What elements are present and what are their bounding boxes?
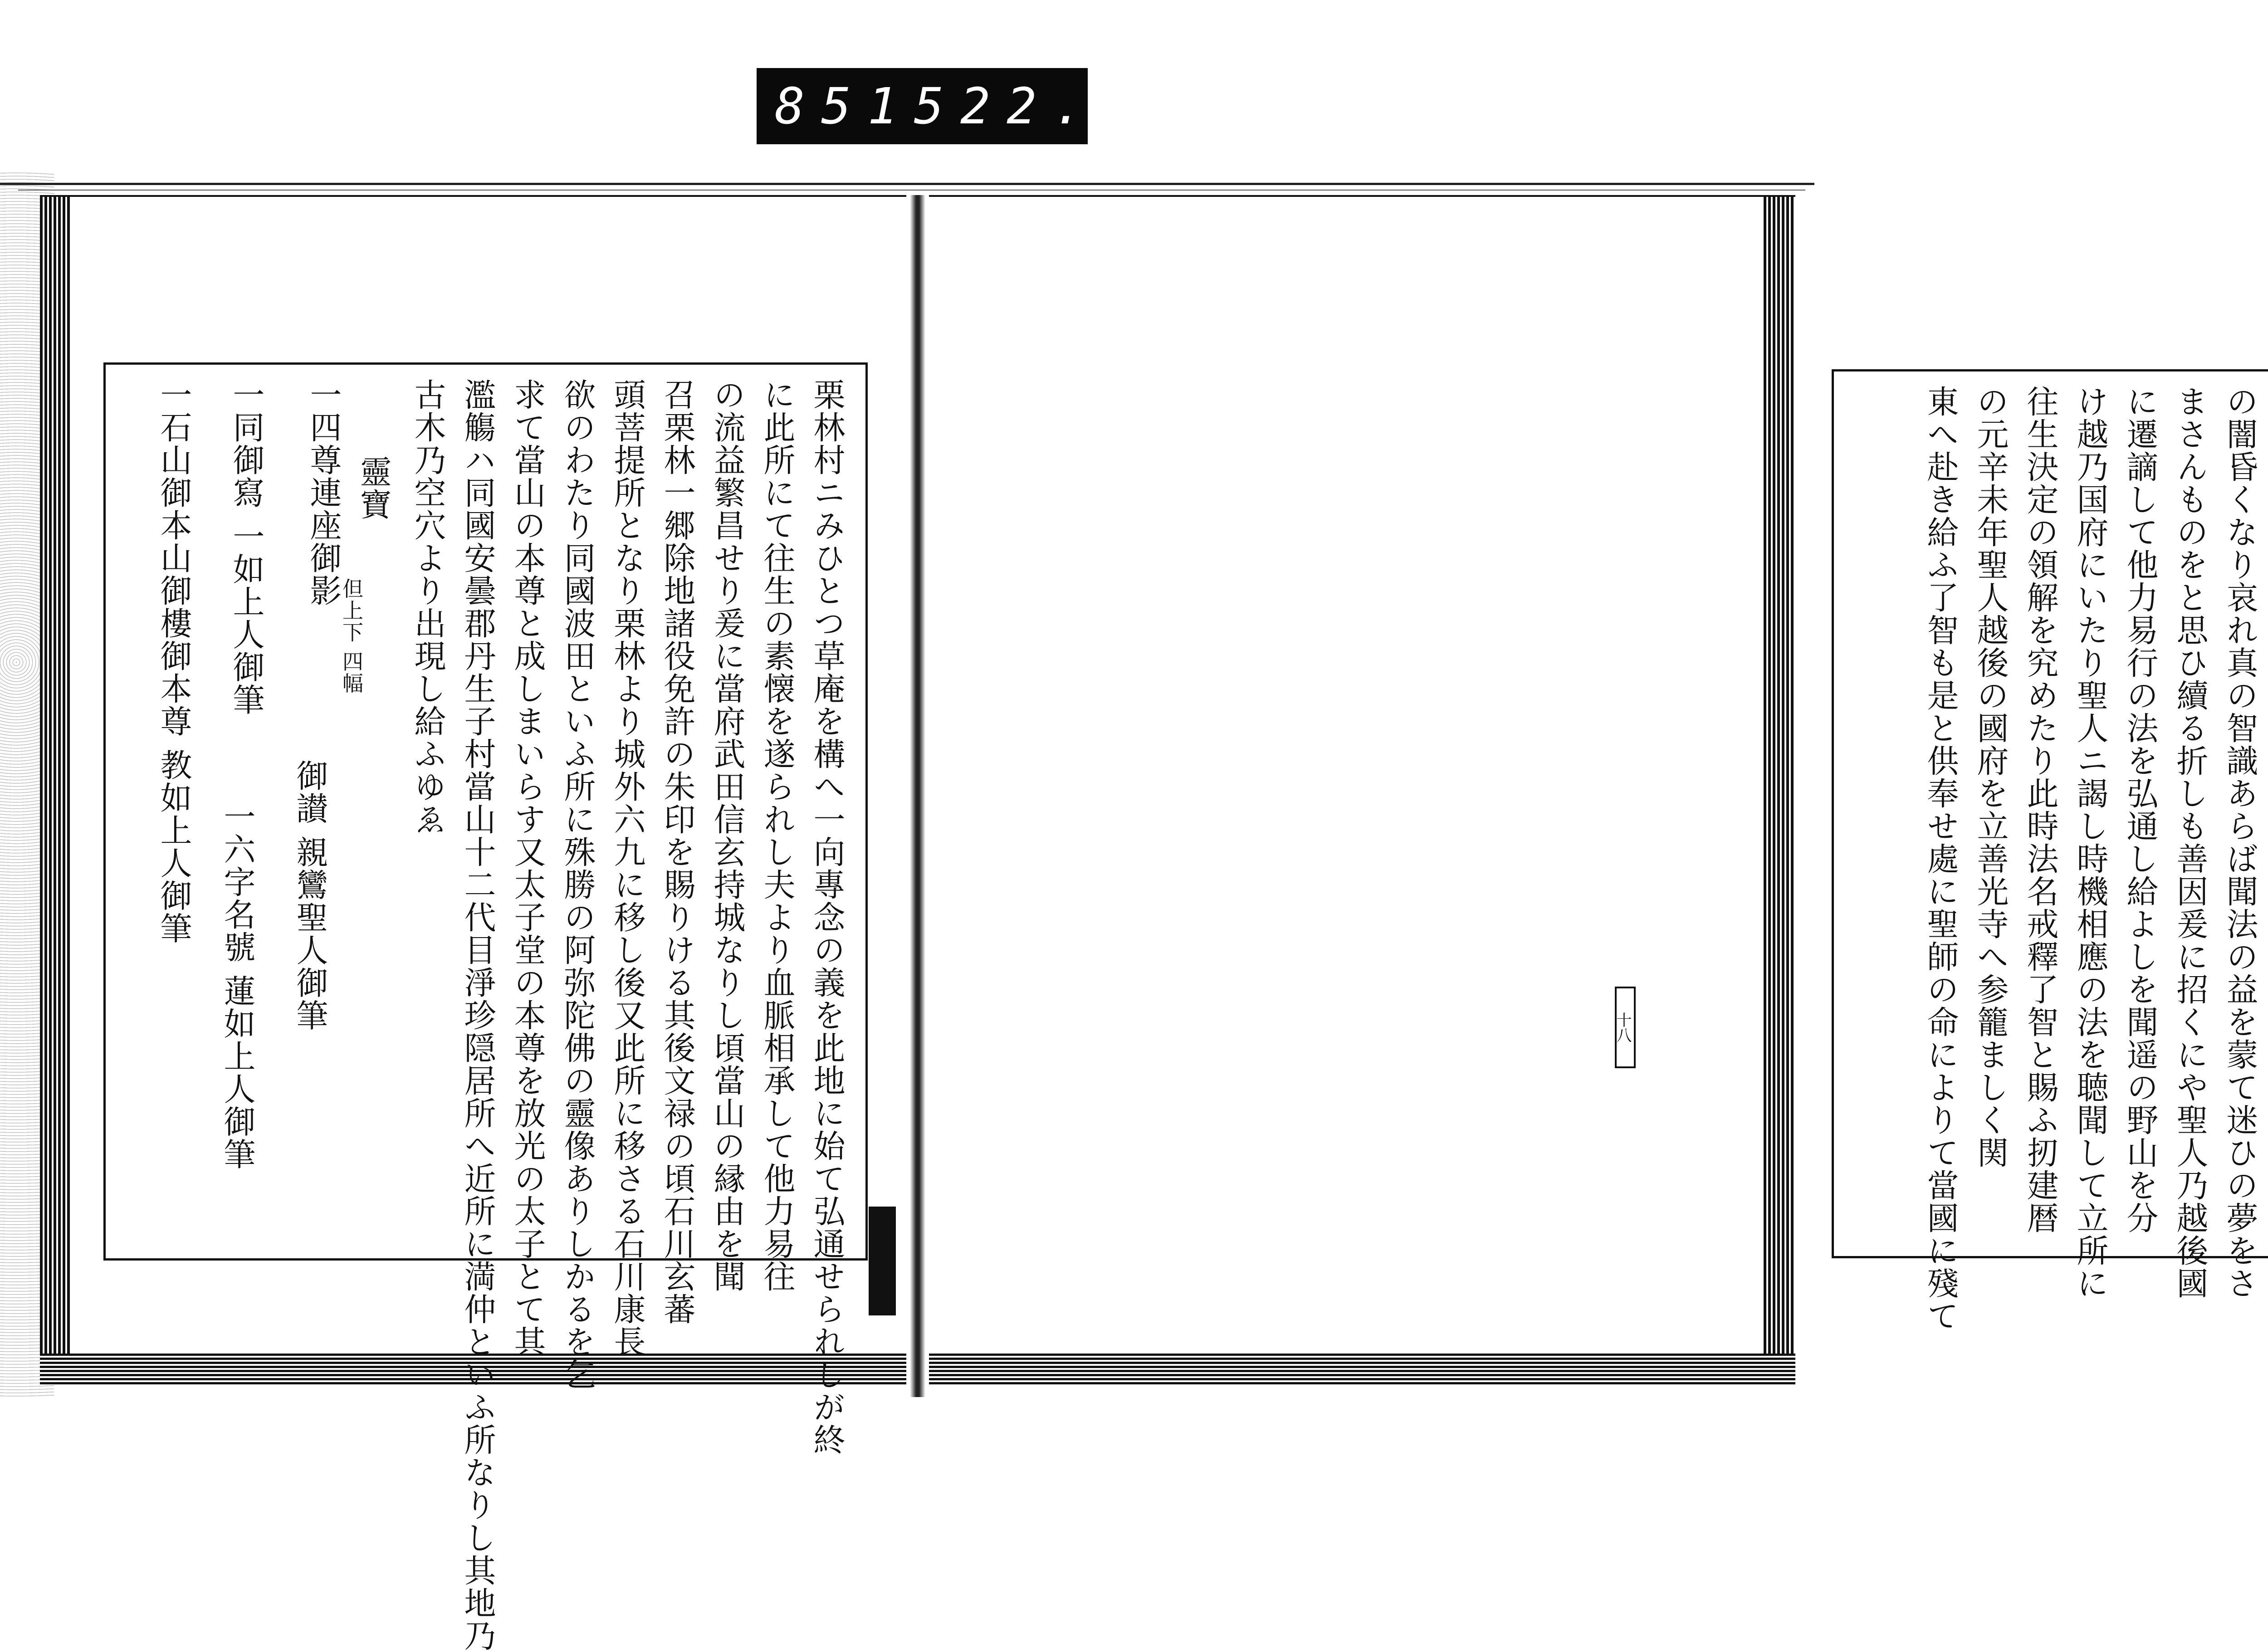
- right-page-bottom-edge: [929, 1354, 1795, 1385]
- page-number-mark: 十八: [1615, 987, 1636, 1068]
- right-page: [929, 195, 2258, 1358]
- book-gutter: [910, 195, 925, 1397]
- right-text-line: け越乃国府にいたり聖人ニ謁し時機相應の法を聴聞して立所に: [2072, 385, 2109, 1300]
- right-text-line: まさんものをと思ひ續る折しも善因爰に招くにや聖人乃越後國: [2171, 385, 2209, 1300]
- left-page: [40, 195, 906, 1652]
- book-spread: [40, 195, 2258, 1652]
- right-page-edge: [1764, 197, 1795, 1358]
- left-text-line: 濫觴ハ同國安曇郡丹生子村當山十二代目淨珍隠居所へ近所に満仲といふ所なりし其地乃: [459, 378, 496, 1652]
- treasure-item: 一同御寫 一如上人御筆: [228, 378, 265, 716]
- right-text-line: の元辛未年聖人越後の國府を立善光寺へ参籠ましく関: [1972, 385, 2009, 1169]
- left-page-edge: [40, 197, 72, 1358]
- right-text-line: 往生決定の領解を究めたり此時法名戒釋了智と賜ふ扨建暦: [2022, 385, 2059, 1234]
- left-text-line: に此所にて往生の素懐を遂られし夫より血脈相承して他力易往: [758, 378, 796, 1293]
- left-text-line: 欲のわたり同國波田といふ所に殊勝の阿弥陀佛の靈像ありしかるを乞: [559, 378, 596, 1391]
- left-text-line: の流益繁昌せり爰に當府武田信玄持城なりし頃當山の縁由を聞: [709, 378, 746, 1293]
- binding-clip: [869, 1207, 896, 1315]
- treasures-heading: 靈寶: [355, 455, 392, 521]
- left-text-line: 頭菩提所となり栗林より城外六九に移し後又此所に移さる石川康長: [609, 378, 646, 1358]
- archive-label-right: 522.: [914, 77, 1100, 135]
- right-text-line: の闇昏くなり哀れ真の智識あらば聞法の益を蒙て迷ひの夢をさ: [2221, 385, 2258, 1300]
- treasure-item: 一四尊連座御影: [305, 378, 342, 607]
- right-text-line: に遷謫して他力易行の法を弘通し給よしを聞遥の野山を分: [2121, 385, 2159, 1234]
- archive-label: [757, 68, 1100, 144]
- left-text-frame: [103, 362, 868, 1652]
- left-text-line: 求て當山の本尊と成しまいらす又太子堂の本尊を放光の太子とて其: [509, 378, 546, 1358]
- left-text-line: 栗林村ニみひとつ草庵を構へ一向專念の義を此地に始て弘通せられしが終: [808, 378, 846, 1456]
- treasure-item-note: 但上下 四幅: [339, 578, 364, 694]
- treasure-item-extra: 御讃 親鸞聖人御筆: [291, 759, 328, 1032]
- top-rule: [0, 183, 1814, 185]
- archive-label-left: 851: [775, 77, 914, 135]
- right-text-frame: [1832, 369, 2268, 1332]
- top-rule-secondary: [18, 190, 1805, 191]
- left-text-line: 召栗林一郷除地諸役免許の朱印を賜りける其後文禄の頃石川玄蕃: [659, 378, 696, 1325]
- treasure-item-extra: 一六字名號 蓮如上人御筆: [219, 800, 256, 1171]
- left-text-line: 古木乃空穴より出現し給ふゆゑ: [409, 378, 446, 836]
- right-text-line: 東へ赴き給ふ了智も是と供奉せ處に聖師の命によりて當國に殘て: [1922, 385, 1959, 1332]
- treasure-item: 一石山御本山御樓御本尊 教如上人御筆: [155, 378, 192, 945]
